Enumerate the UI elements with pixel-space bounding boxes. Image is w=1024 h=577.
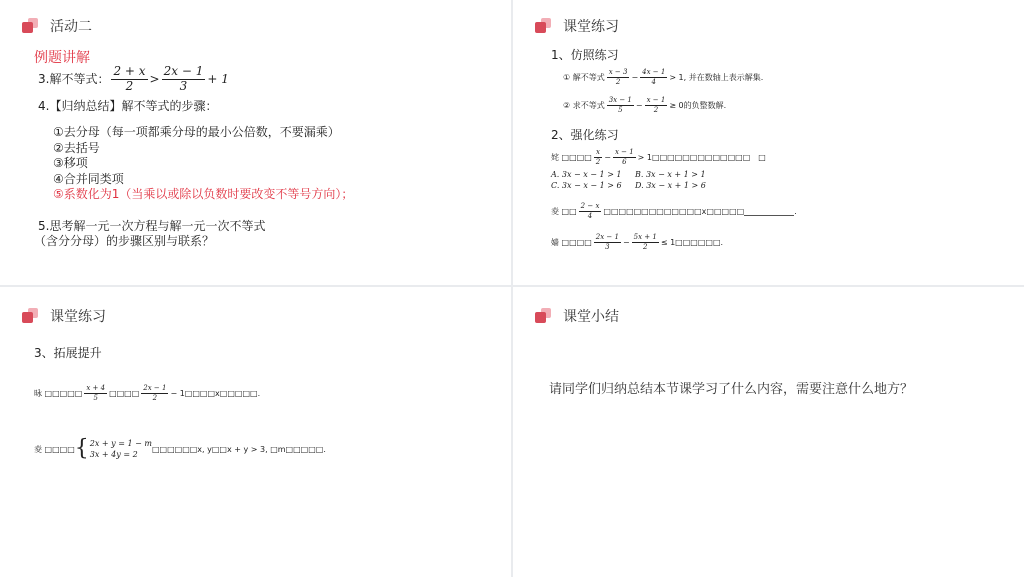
numerator: 3x − 1 [608, 96, 632, 105]
fraction [594, 148, 602, 165]
slide-logo-icon [22, 308, 40, 324]
question-3-label: 3.解不等式： [38, 72, 110, 86]
slide-title: 课堂练习 [50, 309, 106, 325]
slide-class-practice-extension [0, 287, 511, 577]
denominator: 5 [93, 393, 98, 402]
exercise-1 [551, 144, 766, 170]
numerator: x − 3 [608, 68, 628, 77]
denominator: 2 [125, 78, 134, 93]
numerator: 5x + 1 [633, 233, 657, 242]
option-a: A. 3x − x − 1 > 1 [551, 170, 622, 179]
fraction [594, 233, 621, 250]
denominator: 3 [605, 242, 610, 251]
text: ≤ 1□□□□□□. [660, 237, 724, 247]
option-c: C. 3x − x − 1 > 6 [551, 181, 622, 190]
numerator: 4x − 1 [642, 68, 666, 77]
step-item: ③移项 [53, 156, 88, 170]
denominator: 4 [651, 77, 656, 86]
exercise-3 [551, 229, 723, 255]
slide-header [535, 15, 619, 37]
text: 昹 □□□□□ [34, 388, 83, 398]
fraction [632, 233, 659, 250]
operator: − [631, 72, 639, 82]
option-b: B. 3x − x + 1 > 1 [635, 170, 706, 179]
denominator: 2 [643, 242, 648, 251]
operator: + 1 [207, 72, 229, 86]
text: 姹 □□□□ [551, 152, 592, 162]
slide-class-summary [513, 287, 1024, 577]
text: □□□□□□x, y□□x + y > 3, □m□□□□□. [151, 444, 326, 454]
denominator: 2 [152, 393, 158, 402]
fraction [607, 96, 634, 113]
operator: − [622, 237, 630, 247]
text: ① 解不等式 [563, 72, 605, 82]
fraction [162, 65, 206, 94]
numerator: 2 − x [580, 202, 600, 211]
slide-title: 活动二 [50, 19, 92, 35]
slide-class-practice [513, 0, 1024, 285]
text: 嫱 □□□□ [551, 237, 592, 247]
denominator: 2 [653, 105, 659, 114]
fraction [640, 68, 667, 85]
numerator: 2x − 1 [595, 233, 619, 242]
numerator: x − 1 [646, 96, 666, 105]
question-5-line2: （含分分母）的步骤区别与联系？ [34, 234, 215, 248]
denominator: 2 [595, 157, 601, 166]
slide-header [535, 305, 619, 327]
denominator: 2 [615, 77, 621, 86]
slide-title: 课堂小结 [563, 309, 619, 325]
numerator: x [596, 148, 600, 157]
fraction [613, 148, 636, 165]
denominator: 5 [618, 105, 623, 114]
slide-header [22, 305, 106, 327]
exercise-2 [551, 198, 797, 224]
practice-item-2 [563, 92, 726, 118]
text: − 1□□□□x□□□□□. [170, 388, 261, 398]
text: 夌 □□□□ [34, 444, 75, 454]
equation: 3x + 4y = 2 [89, 450, 138, 459]
step-item: ④合并同类项 [53, 172, 124, 186]
denominator: 6 [622, 157, 627, 166]
numerator: 2x − 1 [163, 63, 204, 78]
equation-system [75, 438, 152, 460]
step-item: ②去括号 [53, 141, 100, 155]
equation-list [90, 438, 152, 460]
fraction [84, 384, 107, 401]
extension-item-2 [34, 436, 326, 462]
fraction [579, 202, 602, 219]
brace-glyph: { [74, 436, 89, 461]
section-subtitle: 例题讲解 [34, 50, 90, 66]
answer-blank [744, 206, 794, 216]
slide-logo-icon [535, 308, 553, 324]
extension-item-1 [34, 380, 260, 406]
fraction [111, 65, 147, 94]
text: > 1, 并在数轴上表示解集. [669, 72, 764, 82]
section-heading: 3、拓展提升 [34, 346, 102, 360]
slide-header [22, 15, 92, 37]
text: ② 求不等式 [563, 100, 605, 110]
denominator: 4 [587, 211, 593, 220]
question-3 [38, 62, 229, 96]
text: □□□□ [109, 388, 140, 398]
slide-logo-icon [535, 18, 553, 34]
question-4: 4.【归纳总结】解不等式的步骤： [38, 99, 218, 113]
slide-title: 课堂练习 [563, 19, 619, 35]
text: > 1□□□□□□□□□□□□□ □ [637, 152, 766, 162]
slide-activity-two [0, 0, 511, 285]
option-d: D. 3x − x + 1 > 6 [635, 181, 706, 190]
step-item: ①去分母（每一项都乘分母的最小公倍数，不要漏乘） [53, 125, 340, 139]
section-heading: 2、强化练习 [551, 128, 619, 142]
operator: > [149, 72, 160, 86]
step-item-highlight: ⑤系数化为1（当乘以或除以负数时要改变不等号方向）； [53, 187, 354, 201]
text: . [794, 206, 797, 216]
equation: 2x + y = 1 − m [89, 439, 152, 448]
practice-item-1 [563, 64, 763, 90]
denominator: 3 [179, 78, 188, 93]
numerator: 2 + x [113, 63, 146, 78]
slide-logo-icon [22, 18, 40, 34]
question-5-line1: 5.思考解一元一次方程与解一元一次不等式 [38, 219, 266, 233]
operator: − [635, 100, 643, 110]
fraction [141, 384, 168, 401]
numerator: x + 4 [86, 384, 106, 393]
text: □□□□□□□□□□□□□x□□□□□ [603, 206, 745, 216]
summary-question: 请同学们归纳总结本节课学习了什么内容，需要注意什么地方？ [549, 382, 914, 397]
numerator: x − 1 [614, 148, 634, 157]
numerator: 2x − 1 [143, 384, 167, 393]
text: 夌 □□ [551, 206, 577, 216]
fraction [607, 68, 630, 85]
fraction [645, 96, 668, 113]
section-heading: 1、仿照练习 [551, 48, 619, 62]
text: ≥ 0的负整数解. [669, 100, 727, 110]
operator: − [604, 152, 611, 162]
